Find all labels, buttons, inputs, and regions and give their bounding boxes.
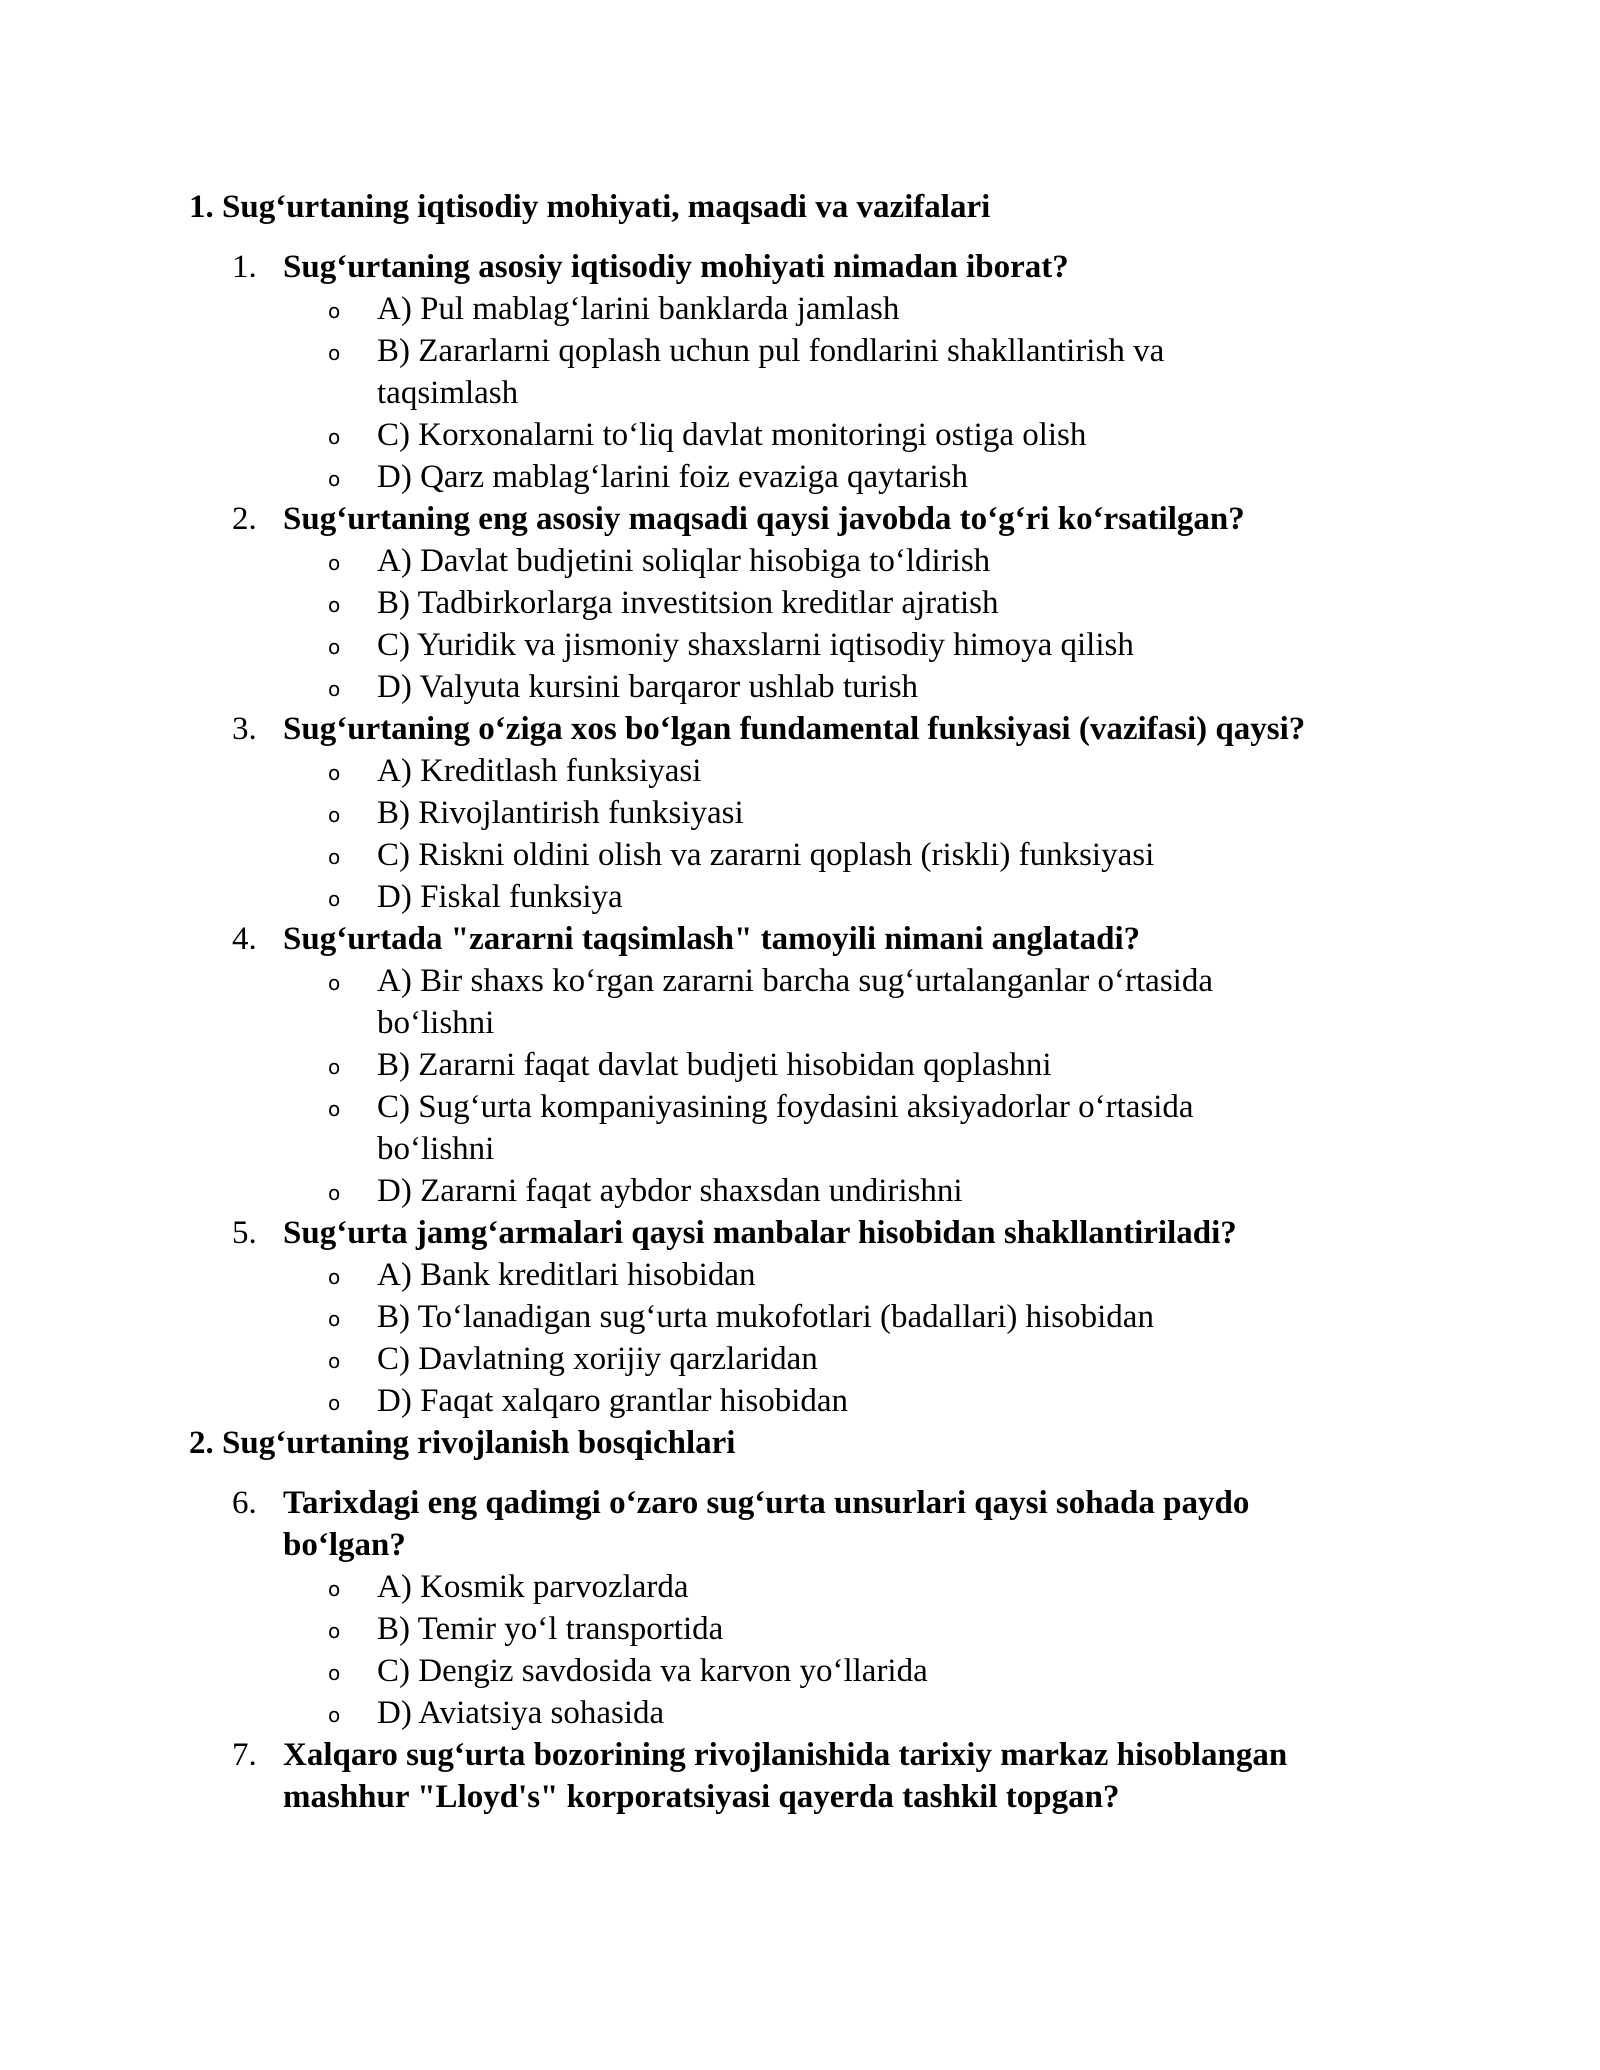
question-number: 1. [232,249,257,285]
option-text: A) Pul mablag‘larini banklarda jamlash [377,291,900,327]
option-text: B) Temir yo‘l transportida [377,1611,724,1647]
bullet-icon: o [328,341,341,365]
option-text: C) Korxonalarni to‘liq davlat monitoringi ostiga olish [377,417,1087,453]
bullet-icon: o [328,1619,341,1643]
bullet-icon: o [328,1055,341,1079]
option-text: B) Zararni faqat davlat budjeti hisobidan qoplashni [377,1047,1052,1083]
question-number: 6. [232,1485,257,1521]
option-text: C) Riskni oldini olish va zararni qoplash (riskli) funksiyasi [377,837,1155,873]
bullet-icon: o [328,467,341,491]
answer-option [283,792,1429,834]
answer-options [283,540,1429,708]
option-text: B) Tadbirkorlarga investitsion kreditlar ajratish [377,585,999,621]
bullet-icon: o [328,1391,341,1415]
question-text: Sug‘urtaning o‘ziga xos bo‘lgan fundamental funksiyasi (vazifasi) qaysi? [283,711,1306,747]
answer-options [283,960,1429,1212]
document-content [189,186,1429,1818]
question-number: 2. [232,501,257,537]
question-text: Sug‘urtada "zararni taqsimlash" tamoyili nimani anglatadi? [283,921,1141,957]
option-text: A) Bank kreditlari hisobidan [377,1257,756,1293]
bullet-icon: o [328,1703,341,1727]
option-text: C) Dengiz savdosida va karvon yo‘llarida [377,1653,928,1689]
bullet-icon: o [328,1661,341,1685]
option-text: D) Valyuta kursini barqaror ushlab turish [377,669,919,705]
bullet-icon: o [328,1097,341,1121]
answer-option [283,582,1429,624]
question-text: Sug‘urta jamg‘armalari qaysi manbalar hisobidan shakllantiriladi? [283,1215,1237,1251]
answer-option [283,1650,1429,1692]
option-text: D) Aviatsiya sohasida [377,1695,665,1731]
option-text: D) Fiskal funksiya [377,879,623,915]
answer-option [283,330,1429,414]
option-text: D) Qarz mablag‘larini foiz evaziga qaytarish [377,459,968,495]
answer-option [283,414,1429,456]
bullet-icon: o [328,1349,341,1373]
answer-option [283,666,1429,708]
answer-option [283,1044,1429,1086]
option-text: A) Bir shaxs ko‘rgan zararni barcha sug‘urtalanganlar o‘rtasida bo‘lishni [377,963,1213,1041]
bullet-icon: o [328,1577,341,1601]
bullet-icon: o [328,551,341,575]
question-number: 3. [232,711,257,747]
question-text: Sug‘urtaning eng asosiy maqsadi qaysi javobda to‘g‘ri ko‘rsatilgan? [283,501,1245,537]
question-2 [189,498,1429,708]
option-text: B) Zararlarni qoplash uchun pul fondlarini shakllantirish va taqsimlash [377,333,1165,411]
answer-option [283,960,1429,1044]
answer-option [283,288,1429,330]
question-1 [189,246,1429,498]
answer-option [283,456,1429,498]
option-text: C) Sug‘urta kompaniyasining foydasini aksiyadorlar o‘rtasida bo‘lishni [377,1089,1194,1167]
answer-option [283,1086,1429,1170]
option-text: C) Davlatning xorijiy qarzlaridan [377,1341,818,1377]
answer-option [283,876,1429,918]
answer-option [283,834,1429,876]
option-text: B) Rivojlantirish funksiyasi [377,795,744,831]
bullet-icon: o [328,299,341,323]
answer-options [283,288,1429,498]
option-text: D) Faqat xalqaro grantlar hisobidan [377,1383,849,1419]
question-3 [189,708,1429,918]
bullet-icon: o [328,845,341,869]
question-number: 7. [232,1737,257,1773]
question-number: 5. [232,1215,257,1251]
answer-options [283,1566,1429,1734]
option-text: A) Kosmik parvozlarda [377,1569,689,1605]
section-heading: 2. Sug‘urtaning rivojlanish bosqichlari [189,1425,736,1461]
answer-option [283,1170,1429,1212]
option-text: A) Davlat budjetini soliqlar hisobiga to‘ldirish [377,543,991,579]
question-4 [189,918,1429,1212]
bullet-icon: o [328,761,341,785]
bullet-icon: o [328,803,341,827]
answer-option [283,1338,1429,1380]
option-text: B) To‘lanadigan sug‘urta mukofotlari (badallari) hisobidan [377,1299,1154,1335]
answer-option [283,1254,1429,1296]
answer-option [283,1296,1429,1338]
bullet-icon: o [328,1181,341,1205]
bullet-icon: o [328,1307,341,1331]
bullet-icon: o [328,677,341,701]
question-7 [189,1734,1429,1818]
answer-option [283,624,1429,666]
answer-options [283,750,1429,918]
section-heading: 1. Sug‘urtaning iqtisodiy mohiyati, maqsadi va vazifalari [189,189,991,225]
bullet-icon: o [328,1265,341,1289]
answer-option [283,1608,1429,1650]
answer-option [283,1566,1429,1608]
question-text: Sug‘urtaning asosiy iqtisodiy mohiyati nimadan iborat? [283,249,1069,285]
question-number: 4. [232,921,257,957]
question-text: Xalqaro sug‘urta bozorining rivojlanishida tarixiy markaz hisoblangan mashhur "Lloyd's" korporatsiyasi qayerda tashkil topgan? [283,1737,1288,1815]
bullet-icon: o [328,425,341,449]
answer-option [283,1380,1429,1422]
bullet-icon: o [328,635,341,659]
option-text: D) Zararni faqat aybdor shaxsdan undirishni [377,1173,963,1209]
question-6 [189,1482,1429,1734]
answer-option [283,540,1429,582]
option-text: A) Kreditlash funksiyasi [377,753,702,789]
bullet-icon: o [328,593,341,617]
answer-option [283,750,1429,792]
answer-options [283,1254,1429,1422]
bullet-icon: o [328,887,341,911]
question-text: Tarixdagi eng qadimgi o‘zaro sug‘urta unsurlari qaysi sohada paydo bo‘lgan? [283,1485,1250,1563]
option-text: C) Yuridik va jismoniy shaxslarni iqtisodiy himoya qilish [377,627,1134,663]
answer-option [283,1692,1429,1734]
bullet-icon: o [328,971,341,995]
question-5 [189,1212,1429,1422]
